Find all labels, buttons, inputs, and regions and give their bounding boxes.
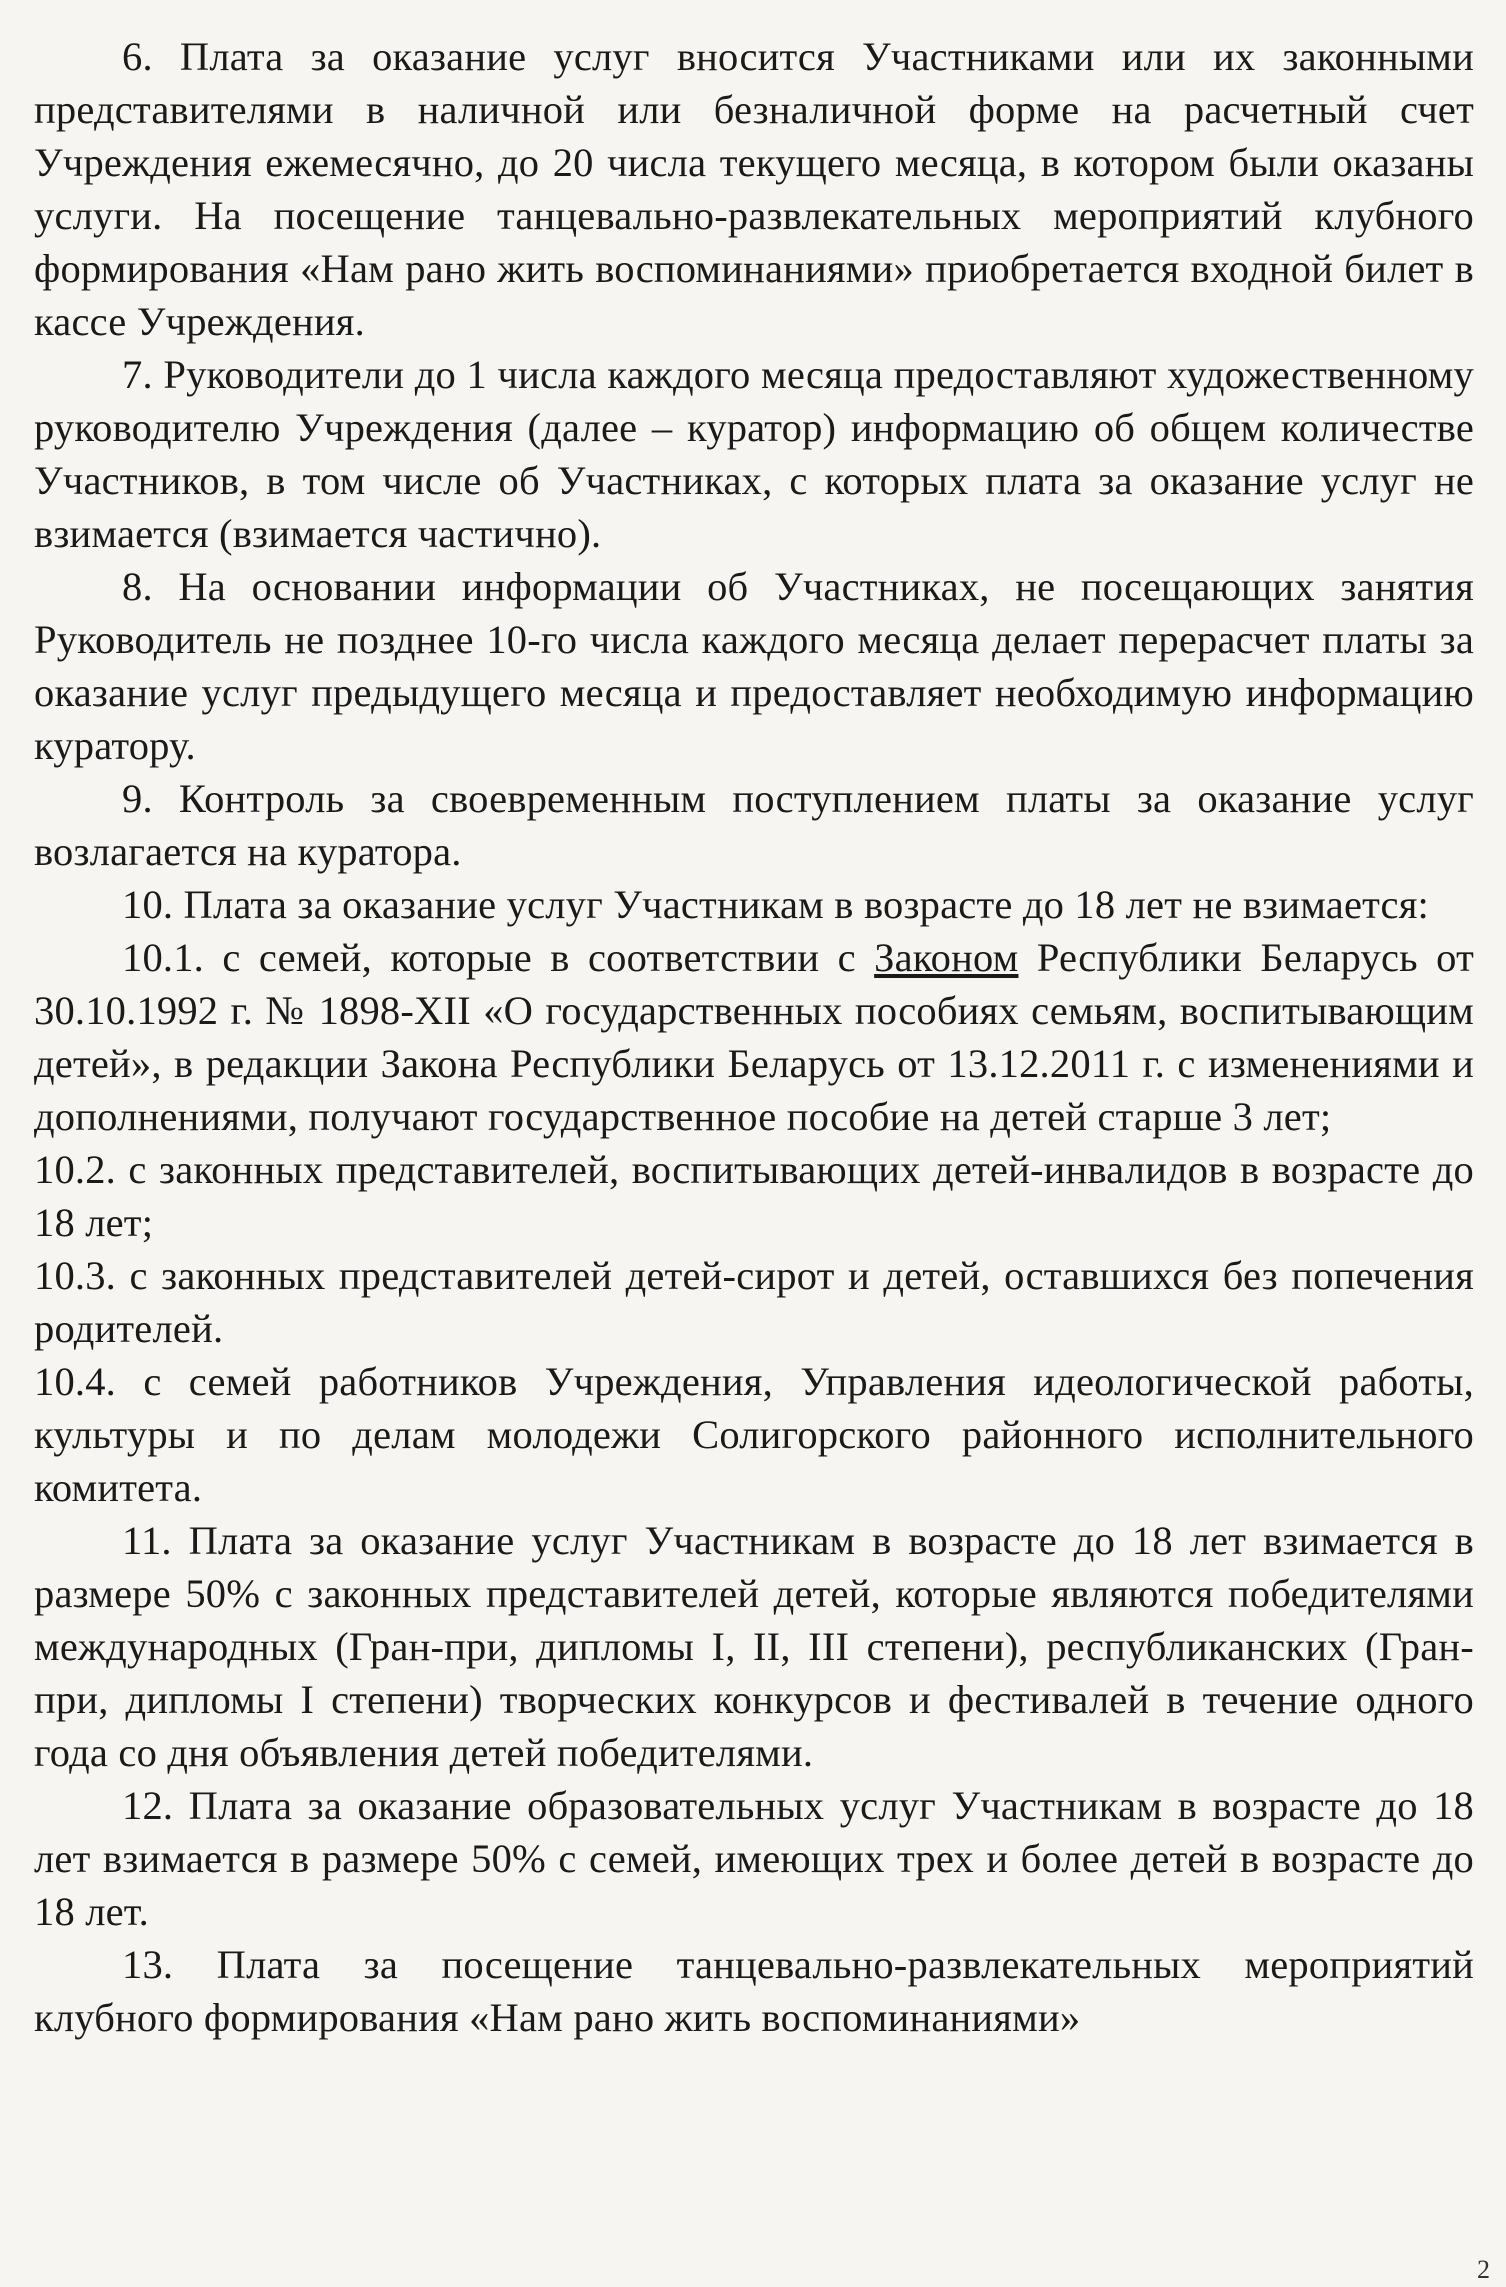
paragraph-10: 10. Плата за оказание услуг Участникам в возрасте до 18 лет не взимается: bbox=[122, 882, 1429, 927]
paragraph-10-4: 10.4. с семей работников Учреждения, Управления идеологической работы, культуры и по делам молодежи Солигорского районного исполнительного комитета. bbox=[34, 1359, 1474, 1510]
paragraph-9: 9. Контроль за своевременным поступлением платы за оказание услуг возлагается на куратора. bbox=[34, 776, 1474, 874]
paragraph-12: 12. Плата за оказание образовательных услуг Участникам в возрасте до 18 лет взимается в размере 50% с семей, имеющих трех и более детей в возрасте до 18 лет. bbox=[34, 1783, 1474, 1934]
paragraph-10-3: 10.3. с законных представителей детей-сирот и детей, оставшихся без попечения родителей. bbox=[34, 1253, 1474, 1351]
paragraph-8: 8. На основании информации об Участниках, не посещающих занятия Руководитель не позднее 10-го числа каждого месяца делает перерасчет платы за оказание услуг предыдущего месяца и предоставляет необходимую информацию куратору. bbox=[34, 564, 1474, 768]
law-link[interactable]: Законом bbox=[874, 935, 1019, 980]
paragraph-10-1 bbox=[34, 931, 1474, 1143]
document-body bbox=[34, 30, 1474, 2044]
paragraph-13: 13. Плата за посещение танцевально-развлекательных мероприятий клубного формирования «Нам рано жить воспоминаниями» bbox=[34, 1942, 1474, 2040]
paragraph-10-2: 10.2. с законных представителей, воспитывающих детей-инвалидов в возрасте до 18 лет; bbox=[34, 1147, 1474, 1245]
paragraph-11: 11. Плата за оказание услуг Участникам в возрасте до 18 лет взимается в размере 50% с законных представителей детей, которые являются победителями международных (Гран-при, дипломы I, II, III степени), республиканских (Гран-при, дипломы I степени) творческих конкурсов и фестивалей в течение одного года со дня объявления детей победителями. bbox=[34, 1518, 1474, 1775]
paragraph-7: 7. Руководители до 1 числа каждого месяца предоставляют художественному руководителю Учреждения (далее – куратор) информацию об общем количестве Участников, в том числе об Участниках, с которых плата за оказание услуг не взимается (взимается частично). bbox=[34, 352, 1474, 556]
page-number: 2 bbox=[1477, 2255, 1490, 2284]
paragraph-10-1-start: 10.1. с семей, которые в соответствии с bbox=[122, 935, 875, 980]
paragraph-10-1-end: Республики Беларусь от 30.10.1992 г. № 1898-XII «О государственных пособиях семьям, воспитывающим детей», в редакции Закона Республики Беларусь от 13.12.2011 г. с изменениями и дополнениями, получают государственное пособие на детей старше 3 лет; bbox=[34, 935, 1474, 1139]
paragraph-6: 6. Плата за оказание услуг вносится Участниками или их законными представителями в наличной или безналичной форме на расчетный счет Учреждения ежемесячно, до 20 числа текущего месяца, в котором были оказаны услуги. На посещение танцевально-развлекательных мероприятий клубного формирования «Нам рано жить воспоминаниями» приобретается входной билет в кассе Учреждения. bbox=[34, 34, 1474, 344]
